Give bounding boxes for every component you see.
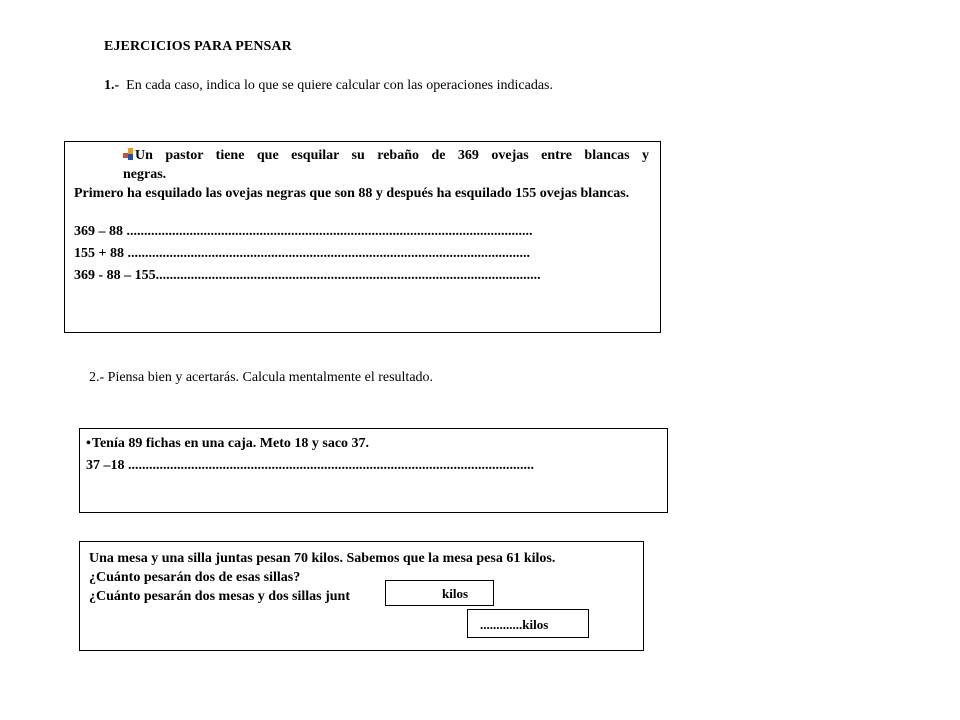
table-chairs-line-3: ¿Cuánto pesarán dos mesas y dos sillas junt: [89, 589, 350, 604]
chips-statement: Tenía 89 fichas en una caja. Meto 18 y saco 37.: [91, 436, 370, 451]
chips-line-1: [86, 434, 369, 453]
shepherd-intro: [123, 146, 649, 165]
page-title: EJERCICIOS PARA PENSAR: [104, 39, 292, 54]
bullet-dot-icon: •: [86, 436, 91, 451]
colored-bullet-icon: [123, 148, 134, 160]
answer-box-2[interactable]: .............kilos: [467, 609, 589, 638]
operation-line-1: 369 – 88 ....................................................................................................................: [74, 224, 533, 239]
question-1-text: En cada caso, indica lo que se quiere calcular con las operaciones indicadas.: [126, 78, 553, 93]
shepherd-body: Primero ha esquilado las ovejas negras que son 88 y después ha esquilado 155 ovejas blancas.: [74, 186, 630, 201]
question-1: [104, 78, 553, 94]
exercise-box-shepherd: [64, 141, 661, 333]
question-2: 2.- Piensa bien y acertarás. Calcula mentalmente el resultado.: [89, 370, 434, 385]
question-1-number: 1.-: [104, 78, 120, 93]
shepherd-intro-line2: negras.: [123, 167, 167, 182]
exercise-box-chips: [79, 428, 668, 513]
answer-box-1[interactable]: kilos: [385, 580, 494, 606]
table-chairs-line-1: Una mesa y una silla juntas pesan 70 kilos. Sabemos que la mesa pesa 61 kilos.: [89, 551, 556, 566]
chips-line-2: 37 –18 ....................................................................................................................: [86, 458, 534, 473]
operation-line-3: 369 - 88 – 155..............................................................................................................: [74, 268, 541, 283]
operation-line-2: 155 + 88 ...................................................................................................................: [74, 246, 530, 261]
shepherd-intro-line1: Un pastor tiene que esquilar su rebaño de 369 ovejas entre blancas y: [135, 148, 649, 163]
table-chairs-line-2: ¿Cuánto pesarán dos de esas sillas?: [89, 570, 301, 585]
